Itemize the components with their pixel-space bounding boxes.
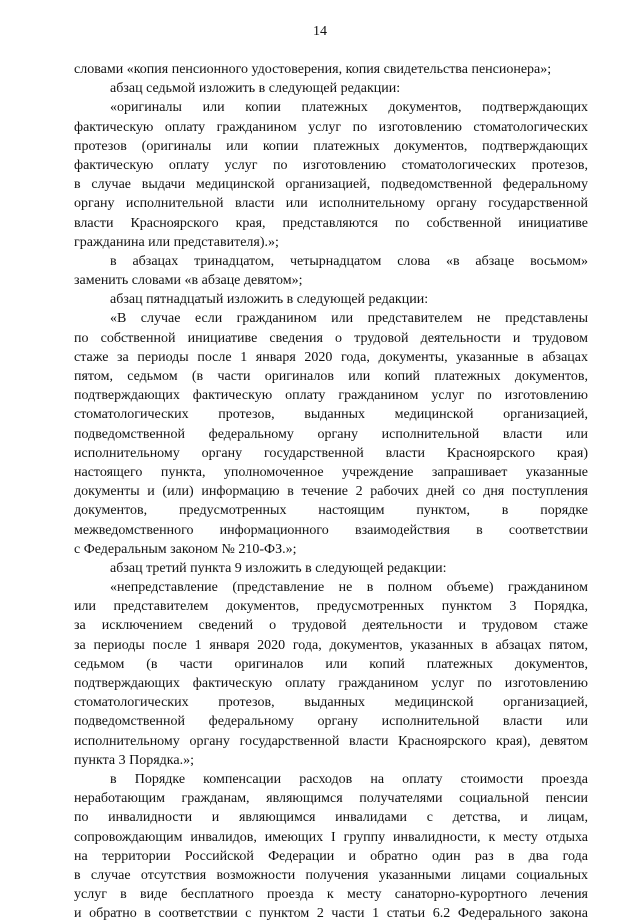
text-line: исполнительному органу государственной власти Красноярского края) — [74, 445, 588, 461]
text-line: на территории Российской Федерации и обратно один раз в два года — [74, 848, 588, 864]
text-line: документов, предусмотренных настоящим пунктом, в порядке — [74, 503, 588, 519]
text-line: за периоды после 1 января 2020 года, документов, указанных в абзацах пятом, — [74, 637, 588, 653]
text-line: словами «копия пенсионного удостоверения, копия свидетельства пенсионера»; — [74, 62, 552, 77]
text-line: сопровождающим инвалидов, имеющих I группу инвалидности, к месту отдыха — [74, 829, 588, 845]
text-line: пятом, седьмом (в части оригиналов или копий платежных документов, — [74, 369, 588, 384]
text-line: в абзацах тринадцатом, четырнадцатом слова «в абзаце восьмом» — [110, 253, 588, 269]
text-line: подтверждающих фактическую оплату гражданином услуг по изготовлению — [74, 676, 588, 691]
text-line: по инвалидности и являющимся инвалидами с детства, и лицам, — [74, 810, 588, 826]
text-line: «оригиналы или копии платежных документов, подтверждающих — [110, 100, 588, 116]
text-line: фактическую оплату гражданином услуг по изготовлению стоматологических — [74, 119, 588, 135]
text-line: документы и (или) информацию в течение 2 рабочих дней со дня поступления — [74, 484, 588, 500]
text-line: седьмом (в части оригиналов или копий платежных документов, — [74, 656, 588, 672]
text-line: услуг в виде бесплатного проезда к месту санаторно-курортного лечения — [74, 887, 588, 903]
text-line: стоматологических протезов, выданных медицинской организацией, — [74, 695, 588, 711]
text-line: подведомственной федеральному органу исполнительной власти или — [74, 714, 588, 730]
text-line: пункта 3 Порядка.»; — [74, 752, 194, 768]
text-line: абзац третий пункта 9 изложить в следующей редакции: — [110, 560, 447, 576]
text-line: в Порядке компенсации расходов на оплату стоимости проезда — [110, 771, 588, 787]
text-line: за исключением сведений о трудовой деятельности и трудовом стаже — [74, 618, 588, 634]
text-line: органу исполнительной власти или исполнительному органу государственной — [74, 196, 588, 212]
text-line: подтверждающих фактическую оплату гражданином услуг по изготовлению — [74, 388, 588, 404]
text-line: стоматологических протезов, выданных медицинской организацией, — [74, 407, 588, 423]
text-line: и обратно в соответствии с пунктом 2 части 1 статьи 6.2 Федерального закона — [74, 906, 588, 922]
text-line: протезов (оригиналы или копии платежных документов, подтверждающих — [74, 138, 588, 154]
page-number: 14 — [313, 24, 327, 39]
text-line: в случае отсутствия возможности получения указанными лицами социальных — [74, 867, 588, 883]
text-line: или представителем документов, предусмотренных пунктом 3 Порядка, — [74, 599, 588, 615]
text-line: «В случае если гражданином или представителем не представлены — [110, 311, 588, 327]
text-line: заменить словами «в абзаце девятом»; — [74, 273, 303, 289]
text-line: фактическую оплату услуг по изготовлению стоматологических протезов, — [74, 157, 588, 173]
text-line: абзац седьмой изложить в следующей редакции: — [110, 81, 401, 97]
text-line: подведомственной федеральному органу исполнительной власти или — [74, 426, 588, 442]
text-line: неработающим гражданам, являющимся получателями социальной пенсии — [74, 791, 588, 807]
text-line: стаже за периоды после 1 января 2020 года, документы, указанные в абзацах — [74, 349, 588, 365]
text-line: исполнительному органу государственной власти Красноярского края), девятом — [74, 733, 588, 749]
text-line: межведомственного информационного взаимодействия в соответствии — [74, 522, 588, 538]
document-body — [74, 60, 588, 923]
text-line: настоящего пункта, уполномоченное учреждение запрашивает указанные — [74, 464, 588, 480]
text-line: власти Красноярского края, представляются по собственной инициативе — [74, 215, 588, 231]
text-line: по собственной инициативе сведения о трудовой деятельности и трудовом — [74, 330, 588, 346]
text-line: с Федеральным законом № 210-ФЗ.»; — [74, 541, 297, 557]
text-line: «непредставление (представление не в полном объеме) гражданином — [110, 580, 588, 596]
text-line: в случае выдачи медицинской организацией, подведомственной федеральному — [74, 177, 588, 193]
text-line: абзац пятнадцатый изложить в следующей редакции: — [110, 292, 429, 308]
text-line: гражданина или представителя).»; — [74, 234, 279, 250]
